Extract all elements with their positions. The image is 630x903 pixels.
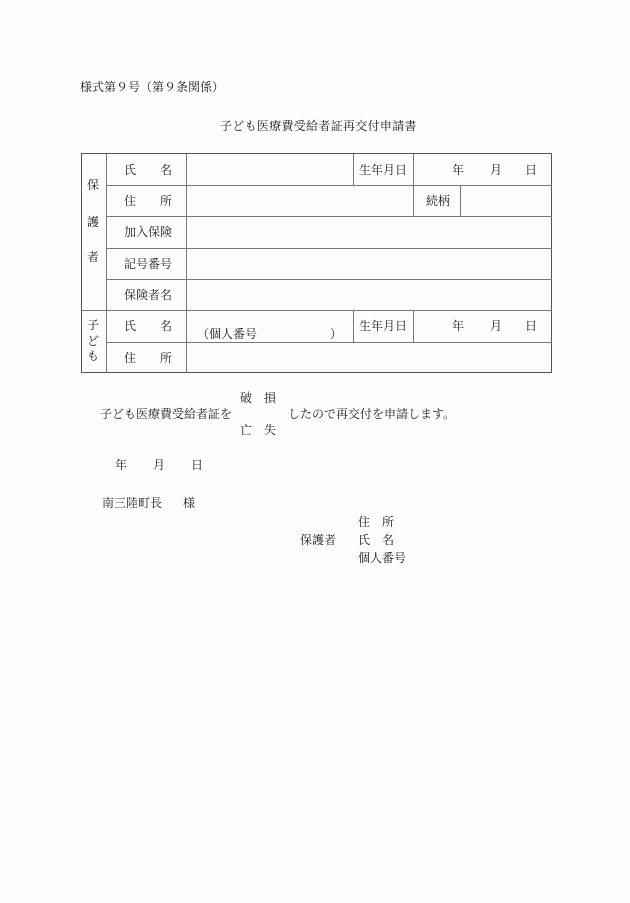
guardian-label-1: 保 (87, 178, 100, 192)
child-address-field[interactable] (187, 343, 552, 373)
guardian-label-2: 護 (87, 215, 100, 229)
guardian-address-label: 住 所 (124, 194, 173, 208)
applicant-name-label: 氏 名 (358, 533, 395, 547)
date-month: 月 (153, 458, 166, 472)
individual-number-note: （個人番号 (197, 327, 258, 341)
child-label-2: ど (87, 334, 100, 348)
guardian-label-3: 者 (87, 250, 100, 264)
guardian-birth-day: 日 (525, 163, 538, 177)
statement-suffix: したので再交付を申請します。 (288, 407, 456, 421)
child-label-1: 子 (87, 318, 100, 332)
child-birth-day: 日 (525, 319, 538, 333)
date-day: 日 (191, 458, 204, 472)
insurer-name-field[interactable] (187, 280, 552, 310)
option-lost[interactable]: 亡 失 (240, 423, 277, 437)
guardian-birth-month: 月 (490, 163, 503, 177)
date-year: 年 (115, 458, 128, 472)
child-name-field[interactable] (187, 311, 353, 342)
applicant-address-label: 住 所 (358, 515, 395, 529)
child-name-label: 氏 名 (124, 319, 173, 333)
applicant-number-label: 個人番号 (358, 551, 407, 565)
child-label-3: も (87, 349, 100, 363)
relationship-label: 続柄 (426, 194, 451, 208)
guardian-birthdate-label: 生年月日 (359, 163, 408, 177)
individual-number-close: ） (330, 327, 343, 341)
guardian-name-label: 氏 名 (124, 163, 173, 177)
guardian-address-field[interactable] (187, 186, 460, 216)
child-birth-month: 月 (490, 319, 503, 333)
addressee-name: 南三陸町長 (102, 496, 163, 510)
document-title: 子ども医療費受給者証再交付申請書 (220, 119, 417, 133)
applicant-label: 保護者 (300, 533, 337, 547)
application-table (81, 153, 552, 373)
form-number: 様式第９号（第９条関係） (80, 80, 225, 94)
relationship-field[interactable] (461, 186, 552, 216)
insurance-type-field[interactable] (187, 217, 552, 248)
option-damaged[interactable]: 破 損 (240, 391, 277, 405)
insurance-type-label: 加入保険 (124, 225, 173, 239)
guardian-name-field[interactable] (187, 154, 353, 185)
addressee-honorific: 様 (183, 496, 196, 510)
insurer-name-label: 保険者名 (124, 288, 173, 302)
symbol-number-field[interactable] (187, 249, 552, 279)
child-birth-year: 年 (452, 319, 465, 333)
application-date (115, 459, 203, 471)
child-address-label: 住 所 (124, 351, 173, 365)
child-birthdate-label: 生年月日 (359, 319, 408, 333)
statement-prefix: 子ども医療費受給者証を (100, 407, 233, 421)
symbol-number-label: 記号番号 (124, 257, 173, 271)
guardian-birth-year: 年 (452, 163, 465, 177)
